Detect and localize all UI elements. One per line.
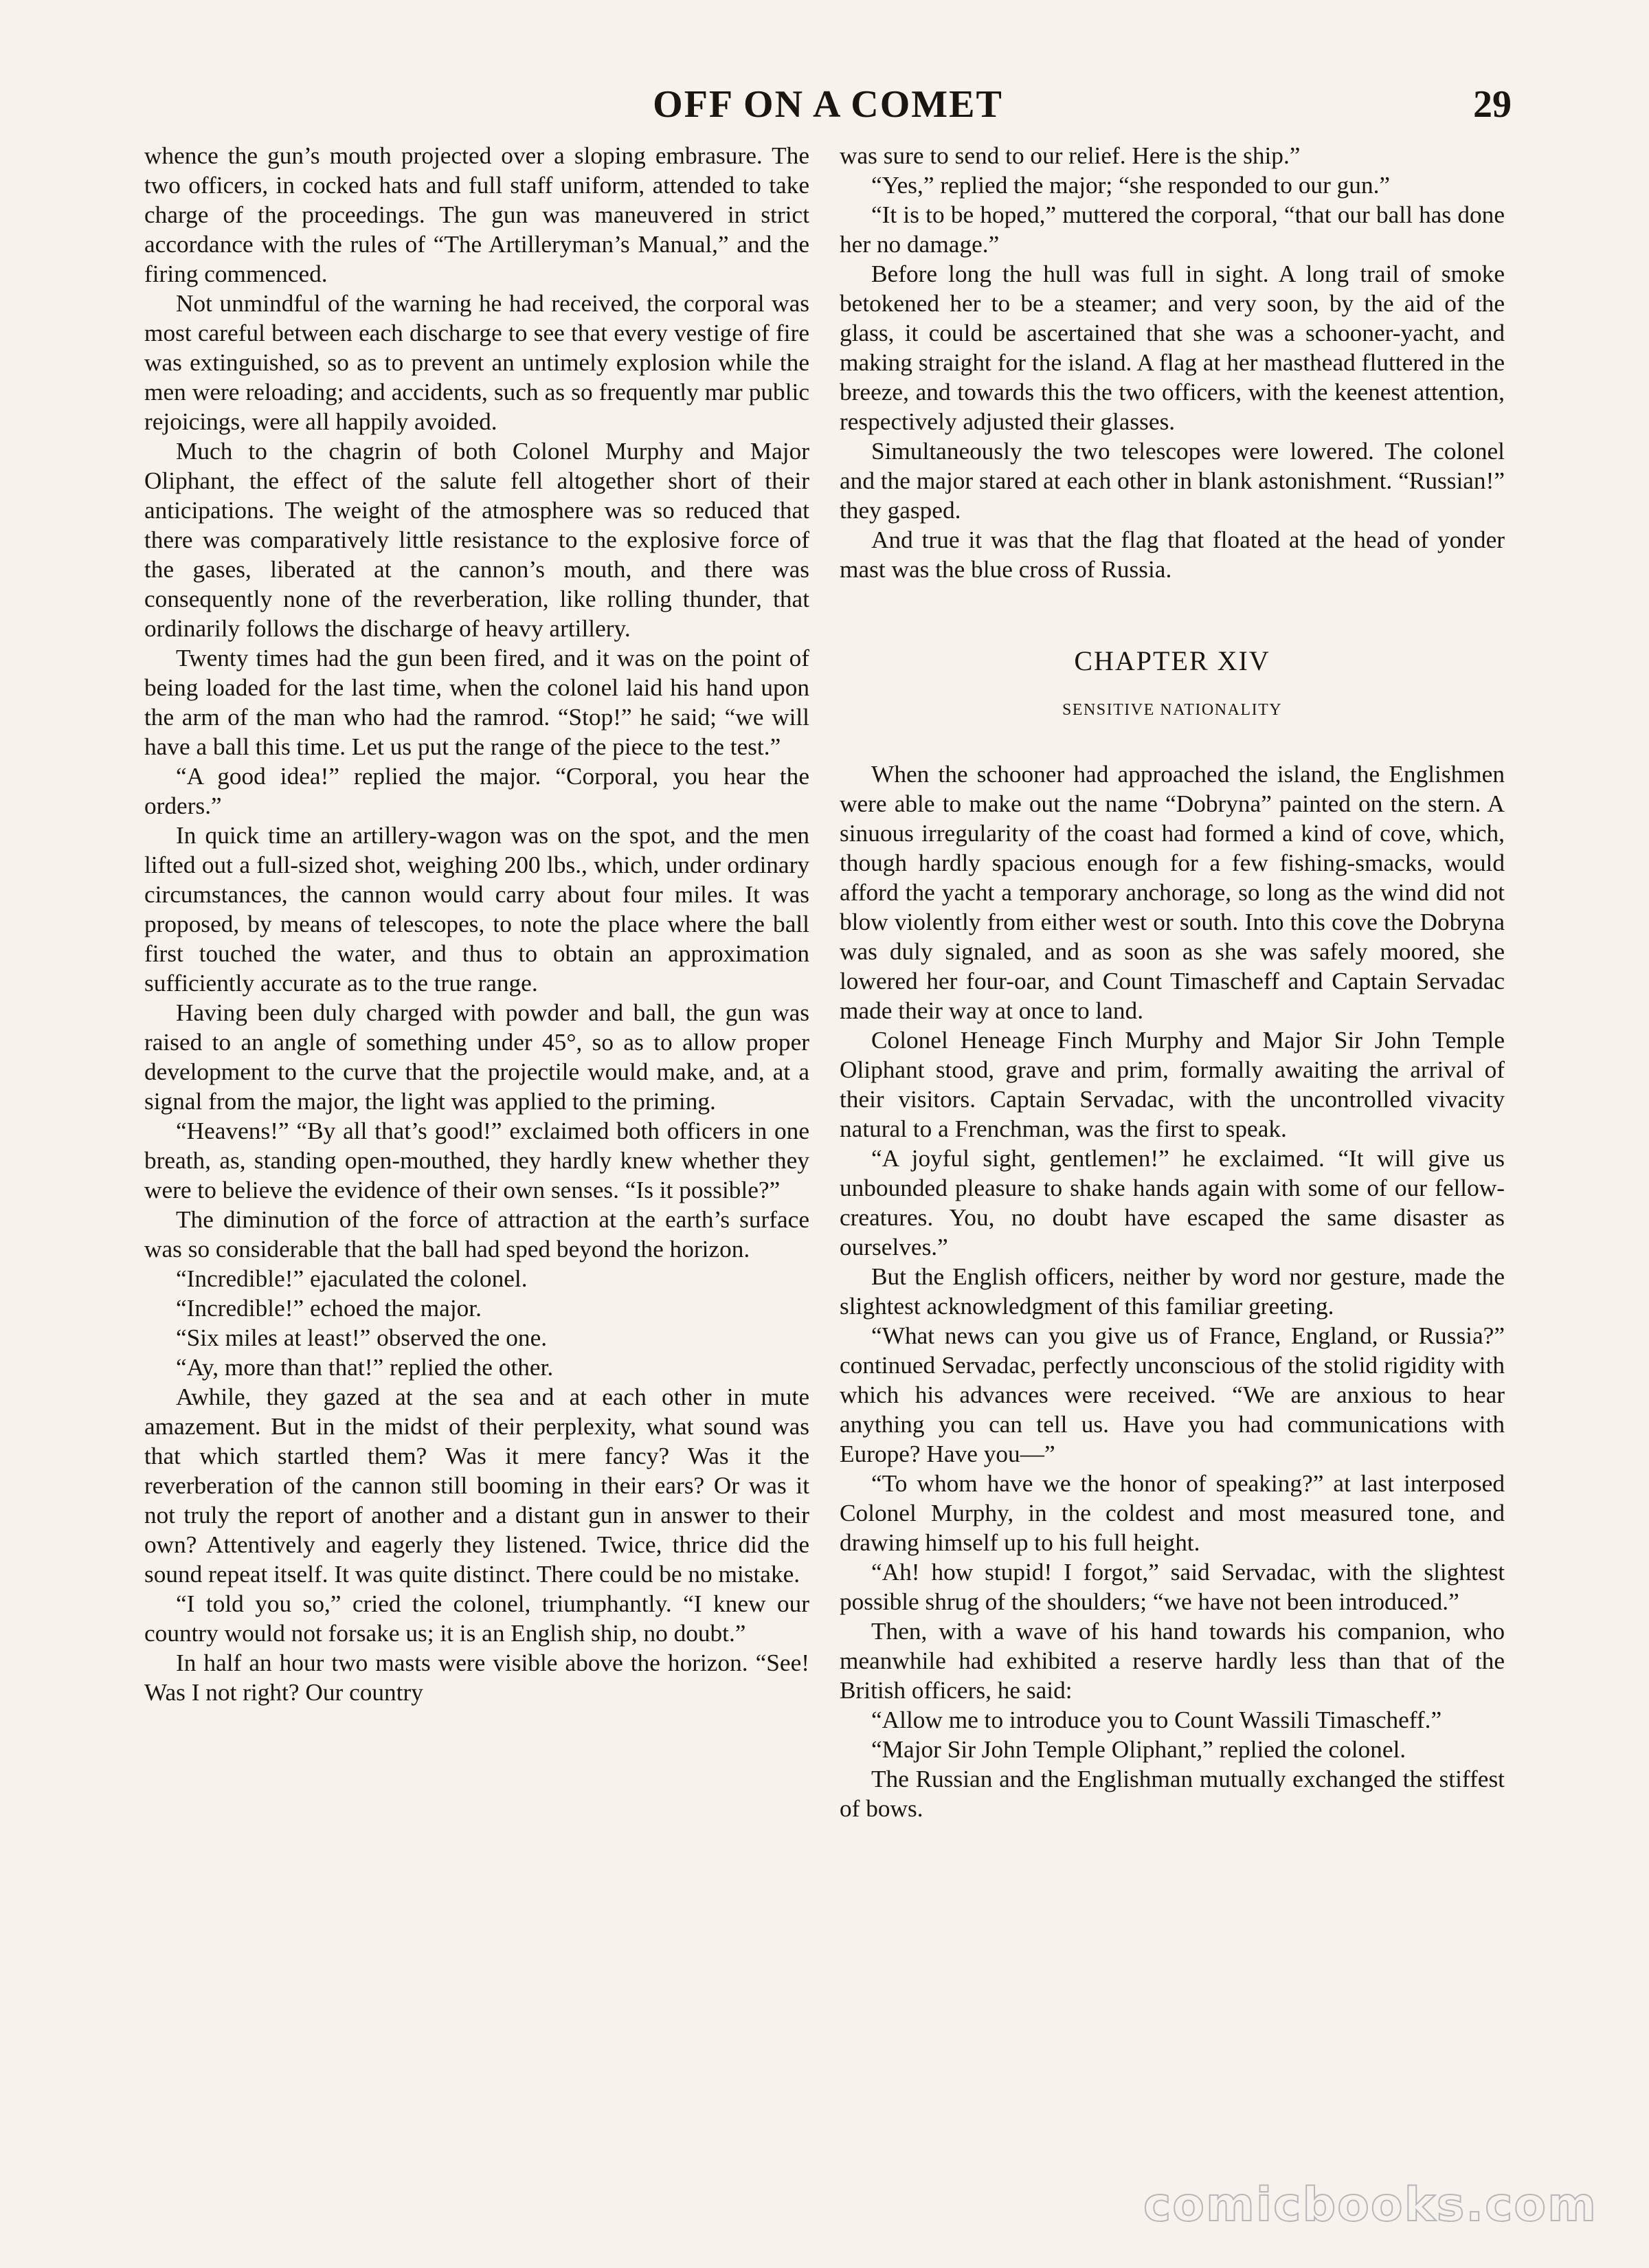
chapter-heading	[840, 645, 1505, 725]
paragraph: When the schooner had approached the island, the Englishmen were able to make out the name “Dobryna” painted on the stern. A sinuous irregularity of the coast had formed a kind of cove, which, though hardly spacious enough for a few fishing-smacks, would afford the yacht a temporary anchorage, so long as the wind did not blow violently from either west or south. Into this cove the Dobryna was duly signaled, and as soon as she was safely moored, she lowered her four-oar, and Count Timascheff and Captain Servadac made their way at once to land.	[840, 761, 1505, 1024]
paragraph: “A joyful sight, gentlemen!” he exclaimed. “It will give us unbounded pleasure to shake hands again with some of our fellow-creatures. You, no doubt have escaped the same disaster as ourselves.”	[840, 1145, 1505, 1260]
paragraph: Having been duly charged with powder and ball, the gun was raised to an angle of something under 45°, so as to allow proper development to the curve that the projectile would make, and, at a signal from the major, the light was applied to the priming.	[144, 999, 809, 1115]
chapter-subtitle: SENSITIVE NATIONALITY	[1062, 701, 1283, 719]
paragraph: “What news can you give us of France, England, or Russia?” continued Servadac, perfectly unconscious of the stolid rigidity with which his advances were received. “We are anxious to hear anything you can tell us. Have you had communications with Europe? Have you—”	[840, 1322, 1505, 1467]
page-header	[144, 82, 1512, 137]
paragraph: Before long the hull was full in sight. A long trail of smoke betokened her to be a steamer; and very soon, by the aid of the glass, it could be ascertained that she was a schooner-yacht, and making straight for the island. A flag at her masthead fluttered in the breeze, and towards this the two officers, with the keenest attention, respectively adjusted their glasses.	[840, 260, 1505, 435]
page-number: 29	[1473, 83, 1512, 126]
paragraph: “Six miles at least!” observed the one.	[176, 1324, 548, 1351]
paragraph: Much to the chagrin of both Colonel Murphy and Major Oliphant, the effect of the salute fell altogether short of their anticipations. The weight of the atmosphere was so reduced that there was comparatively little resistance to the explosive force of the gases, liberated at the cannon’s mouth, and there was consequently none of the reverberation, like rolling thunder, that ordinarily follows the discharge of heavy artillery.	[144, 438, 809, 642]
left-column	[144, 141, 809, 1707]
paragraph: “Ah! how stupid! I forgot,” said Servadac, with the slightest possible shrug of the shoulders; “we have not been introduced.”	[840, 1559, 1505, 1615]
right-column	[840, 141, 1505, 1823]
paragraph: “Incredible!” echoed the major.	[176, 1295, 482, 1322]
paragraph: But the English officers, neither by word nor gesture, made the slightest acknowledgment of this familiar greeting.	[840, 1263, 1505, 1320]
paragraph: “It is to be hoped,” muttered the corporal, “that our ball has done her no damage.”	[840, 201, 1505, 258]
paragraph: “Major Sir John Temple Oliphant,” replied the colonel.	[871, 1736, 1406, 1763]
paragraph: “Allow me to introduce you to Count Wassili Timascheff.”	[871, 1706, 1442, 1733]
running-title: OFF ON A COMET	[653, 83, 1003, 126]
paragraph: “A good idea!” replied the major. “Corporal, you hear the orders.”	[144, 763, 809, 819]
paragraph: The diminution of the force of attraction at the earth’s surface was so considerable that the ball had sped beyond the horizon.	[144, 1206, 809, 1263]
paragraph: Simultaneously the two telescopes were lowered. The colonel and the major stared at each other in blank astonishment. “Russian!” they gasped.	[840, 438, 1505, 524]
paragraph: “Incredible!” ejaculated the colonel.	[176, 1265, 528, 1292]
paragraph: “Yes,” replied the major; “she responded to our gun.”	[871, 172, 1391, 199]
paragraph: “I told you so,” cried the colonel, triumphantly. “I knew our country would not forsake us; it is an English ship, no doubt.”	[144, 1590, 809, 1647]
paragraph: The Russian and the Englishman mutually exchanged the stiffest of bows.	[840, 1766, 1505, 1822]
paragraph: In half an hour two masts were visible above the horizon. “See! Was I not right? Our country	[144, 1649, 809, 1706]
paragraph: was sure to send to our relief. Here is the ship.”	[840, 142, 1301, 169]
paragraph: “Heavens!” “By all that’s good!” exclaimed both officers in one breath, as, standing open-mouthed, they hardly knew whether they were to believe the evidence of their own senses. “Is it possible?”	[144, 1118, 809, 1203]
paragraph: whence the gun’s mouth projected over a sloping embrasure. The two officers, in cocked hats and full staff uniform, attended to take charge of the proceedings. The gun was maneuvered in strict accordance with the rules of “The Artilleryman’s Manual,” and the firing commenced.	[144, 142, 809, 287]
paragraph: Colonel Heneage Finch Murphy and Major Sir John Temple Oliphant stood, grave and prim, formally awaiting the arrival of their visitors. Captain Servadac, with the uncontrolled vivacity natural to a Frenchman, was the first to speak.	[840, 1027, 1505, 1142]
paragraph: Awhile, they gazed at the sea and at each other in mute amazement. But in the midst of their perplexity, what sound was that which startled them? Was it mere fancy? Was it the reverberation of the cannon still booming in their ears? Or was it not truly the report of another and a distant gun in answer to their own? Attentively and eagerly they listened. Twice, thrice did the sound repeat itself. It was quite distinct. There could be no mistake.	[144, 1383, 809, 1588]
paragraph: “Ay, more than that!” replied the other.	[176, 1354, 554, 1381]
paragraph: In quick time an artillery-wagon was on the spot, and the men lifted out a full-sized shot, weighing 200 lbs., which, under ordinary circumstances, the cannon would carry about four miles. It was proposed, by means of telescopes, to note the place where the ball first touched the water, and thus to obtain an approximation sufficiently accurate as to the true range.	[144, 822, 809, 997]
site-watermark: comicbooks.com	[1143, 2178, 1597, 2232]
paragraph: And true it was that the flag that floated at the head of yonder mast was the blue cross of Russia.	[840, 526, 1505, 583]
chapter-title: CHAPTER XIV	[1074, 645, 1270, 676]
paragraph: Not unmindful of the warning he had received, the corporal was most careful between each discharge to see that every vestige of fire was extinguished, so as to prevent an untimely explosion while the men were reloading; and accidents, such as so frequently mar public rejoicings, were all happily avoided.	[144, 290, 809, 435]
paragraph: “To whom have we the honor of speaking?” at last interposed Colonel Murphy, in the coldest and most measured tone, and drawing himself up to his full height.	[840, 1470, 1505, 1556]
paragraph: Twenty times had the gun been fired, and it was on the point of being loaded for the last time, when the colonel laid his hand upon the arm of the man who had the ramrod. “Stop!” he said; “we will have a ball this time. Let us put the range of the piece to the test.”	[144, 645, 809, 760]
paragraph: Then, with a wave of his hand towards his companion, who meanwhile had exhibited a reserve hardly less than that of the British officers, he said:	[840, 1618, 1505, 1704]
